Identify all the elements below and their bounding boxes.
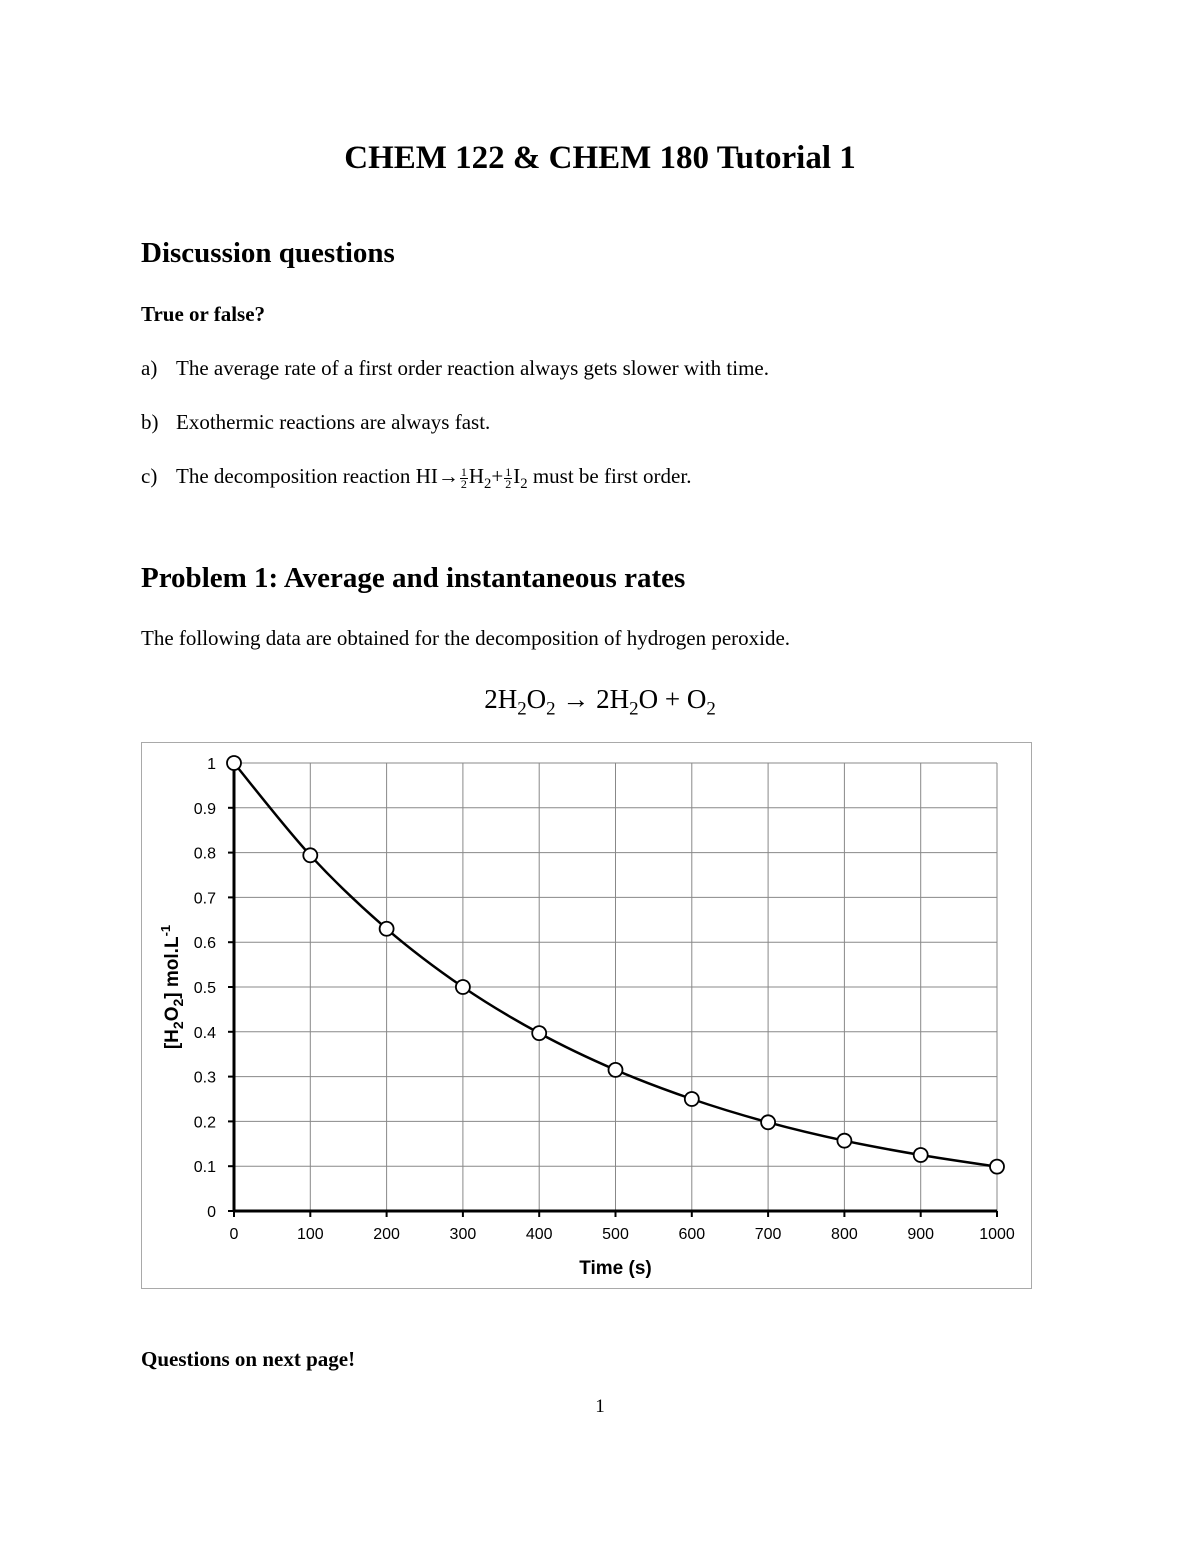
chart-frame [141,742,1032,1289]
discussion-heading: Discussion questions [141,237,395,269]
y-tick-label: 0.7 [193,890,216,908]
data-point [837,1134,851,1148]
data-point [685,1092,699,1106]
y-tick-label: 0.2 [193,1114,216,1132]
y-tick-label: 0.1 [193,1159,216,1177]
reaction-c-reactant: HI [415,464,438,488]
concentration-time-chart [142,743,1033,1290]
question-c-label: c) [141,464,158,488]
equation-arrow: → [562,684,590,714]
question-b [141,410,490,435]
page-title: CHEM 122 & CHEM 180 Tutorial 1 [344,140,856,176]
question-a-label: a) [141,356,158,380]
problem1-intro: The following data are obtained for the decomposition of hydrogen peroxide. [141,626,791,650]
question-b-label: b) [141,410,159,434]
reaction-c-product2: I [513,464,521,488]
question-c-prefix: The decomposition reaction [176,464,411,488]
data-point [227,756,241,770]
x-tick-label: 1000 [979,1226,1015,1243]
fraction-half-1: $\frac{1}{2}$ [460,464,467,491]
question-b-text: Exothermic reactions are always fast. [176,410,491,434]
problem1-heading: Problem 1: Average and instantaneous rates [141,562,686,594]
question-c [141,464,691,493]
data-point [456,980,470,994]
y-tick-label: 0.4 [193,1024,216,1042]
question-a [141,356,769,381]
x-tick-label: 100 [296,1226,324,1243]
next-page-note: Questions on next page! [141,1347,356,1371]
chart-grid [234,763,997,1211]
x-tick-label: 800 [831,1226,858,1243]
x-axis-label: Time (s) [579,1258,652,1279]
y-tick-label: 0.8 [193,845,216,863]
x-tick-label: 700 [754,1226,782,1243]
reaction-c-product1: H [468,464,485,488]
reaction-c: HI→ $\frac{1}{2}$ $H_2+$ $\frac{1}{2}$ $I_2$ [415,464,528,493]
question-a-text: The average rate of a first order reaction always gets slower with time. [176,356,770,380]
y-tick-label: 0.9 [193,800,216,818]
x-tick-label: 500 [602,1226,629,1243]
y-tick-label: 0 [207,1204,216,1221]
x-tick-label: 0 [229,1226,239,1243]
y-axis-label: $[H_2O_2]$ $mol.L^{-1}$ [158,924,186,1050]
y-tick-label: 0.6 [193,935,216,953]
x-tick-label: 200 [373,1226,400,1243]
y-tick-label: 0.5 [193,980,216,997]
data-point [990,1160,1004,1174]
x-tick-label: 300 [449,1226,477,1243]
y-tick-label: 0.3 [193,1069,216,1087]
chart-ticks [194,756,1015,1243]
reaction-c-arrow: → [437,464,459,488]
x-tick-label: 900 [907,1226,935,1243]
true-false-subheading: True or false? [141,302,266,326]
fraction-half-2: $\frac{1}{2}$ [505,464,512,491]
data-point [380,922,394,936]
data-point [761,1115,775,1129]
x-tick-label: 600 [678,1226,706,1243]
page-number: 1 [595,1396,605,1417]
decomposition-equation: $2H_2O_2 \to 2H_2O + O_2$ [484,684,716,720]
question-c-suffix: must be first order. [532,464,692,488]
data-point [914,1148,928,1162]
x-tick-label: 400 [525,1226,553,1243]
y-tick-label: 1 [207,756,216,773]
data-point [609,1063,623,1077]
reaction-c-plus: + [491,464,504,488]
data-point [532,1026,546,1040]
data-point [303,848,317,862]
